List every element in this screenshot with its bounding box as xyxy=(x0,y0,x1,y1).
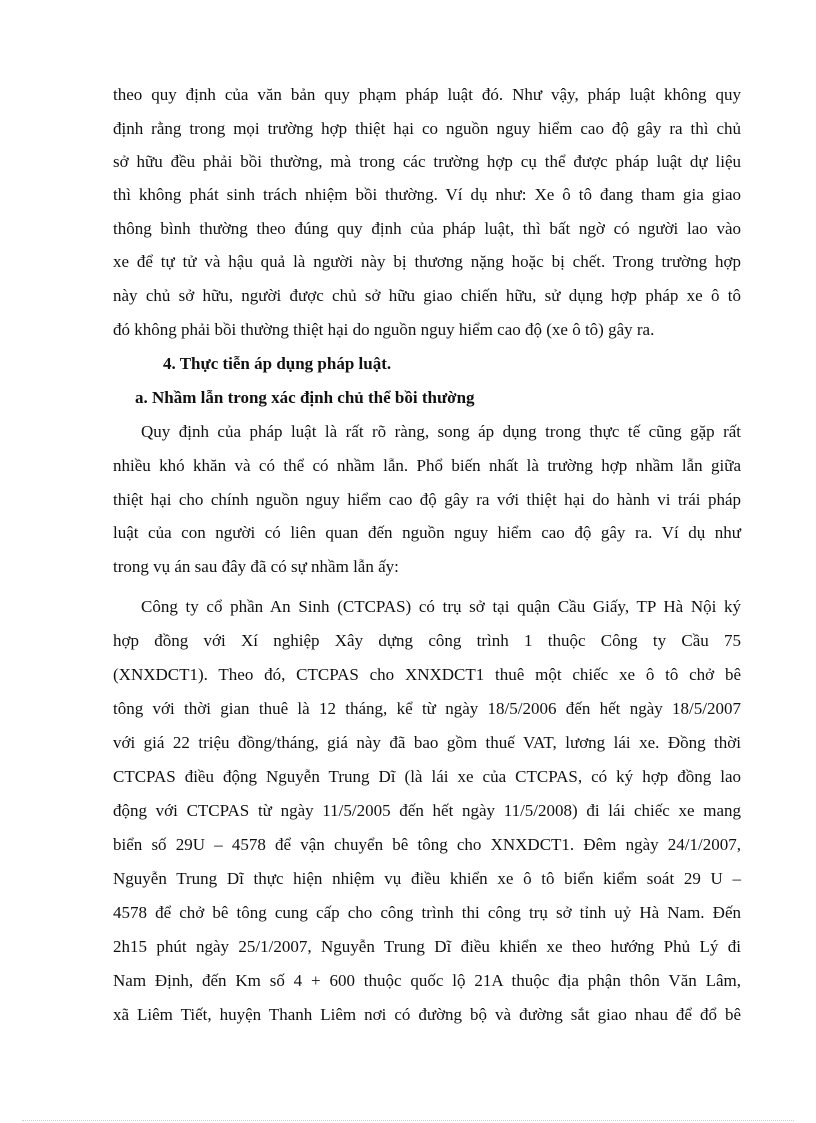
text-line: với giá 22 triệu đồng/tháng, giá này đã bao gồm thuế VAT, lương lái xe. Đồng thời xyxy=(113,733,741,752)
text-line: định rằng trong mọi trường hợp thiệt hại co nguồn nguy hiểm cao độ gây ra thì chủ xyxy=(113,119,741,138)
text-line: nhiều khó khăn và có thể có nhầm lẫn. Phổ biến nhất là trường hợp nhầm lẫn giữa xyxy=(113,456,741,475)
text-line: Công ty cổ phần An Sinh (CTCPAS) có trụ sở tại quận Cầu Giấy, TP Hà Nội ký xyxy=(141,597,741,616)
text-line: xã Liêm Tiết, huyện Thanh Liêm nơi có đường bộ và đường sắt giao nhau để đổ bê xyxy=(113,1005,741,1024)
text-line: thông bình thường theo đúng quy định của pháp luật, thì bất ngờ có người lao vào xyxy=(113,219,741,238)
text-line: xe để tự tử và hậu quả là người này bị thương nặng hoặc bị chết. Trong trường hợp xyxy=(113,252,741,271)
text-line: Nguyễn Trung Dĩ thực hiện nhiệm vụ điều khiển xe ô tô biển kiểm soát 29 U – xyxy=(113,869,741,888)
text-line: thiệt hại cho chính nguồn nguy hiểm cao độ gây ra với thiệt hại do hành vi trái pháp xyxy=(113,490,741,509)
text-line: luật của con người có liên quan đến nguồn nguy hiểm cao độ gây ra. Ví dụ như xyxy=(113,523,741,542)
section-heading: 4. Thực tiễn áp dụng pháp luật. xyxy=(163,354,392,373)
text-line: Nam Định, đến Km số 4 + 600 thuộc quốc lộ 21A thuộc địa phận thôn Văn Lâm, xyxy=(113,971,741,990)
text-line: trong vụ án sau đây đã có sự nhầm lẫn ấy: xyxy=(113,557,399,576)
text-line: CTCPAS điều động Nguyễn Trung Dĩ (là lái xe của CTCPAS, có ký hợp đồng lao xyxy=(113,767,741,786)
text-line: sở hữu đều phải bồi thường, mà trong các trường hợp cụ thể được pháp luật dự liệu xyxy=(113,152,741,171)
text-line: thì không phát sinh trách nhiệm bồi thường. Ví dụ như: Xe ô tô đang tham gia giao xyxy=(113,185,741,204)
text-line: theo quy định của văn bản quy phạm pháp luật đó. Như vậy, pháp luật không quy xyxy=(113,85,741,104)
subsection-heading: a. Nhầm lẫn trong xác định chủ thể bồi thường xyxy=(135,388,475,407)
text-line: tông với thời gian thuê là 12 tháng, kể từ ngày 18/5/2006 đến hết ngày 18/5/2007 xyxy=(113,699,741,718)
text-line: này chủ sở hữu, người được chủ sở hữu giao chiến hữu, sử dụng hợp pháp xe ô tô xyxy=(113,286,741,305)
text-line: 4578 để chở bê tông cung cấp cho công trình thi công trụ sở tỉnh uỷ Hà Nam. Đến xyxy=(113,903,741,922)
page-bottom-divider xyxy=(22,1120,794,1121)
text-line: 2h15 phút ngày 25/1/2007, Nguyễn Trung Dĩ điều khiển xe theo hướng Phủ Lý đi xyxy=(113,937,741,956)
text-line: động với CTCPAS từ ngày 11/5/2005 đến hết ngày 11/5/2008) đi lái chiếc xe mang xyxy=(113,801,741,820)
text-line: biển số 29U – 4578 để vận chuyển bê tông cho XNXDCT1. Đêm ngày 24/1/2007, xyxy=(113,835,741,854)
text-line: Quy định của pháp luật là rất rõ ràng, song áp dụng trong thực tế cũng gặp rất xyxy=(141,422,741,441)
text-line: đó không phải bồi thường thiệt hại do nguồn nguy hiểm cao độ (xe ô tô) gây ra. xyxy=(113,320,655,339)
text-line: (XNXDCT1). Theo đó, CTCPAS cho XNXDCT1 thuê một chiếc xe ô tô chở bê xyxy=(113,665,741,684)
text-line: hợp đồng với Xí nghiệp Xây dựng công trình 1 thuộc Công ty Cầu 75 xyxy=(113,631,741,650)
